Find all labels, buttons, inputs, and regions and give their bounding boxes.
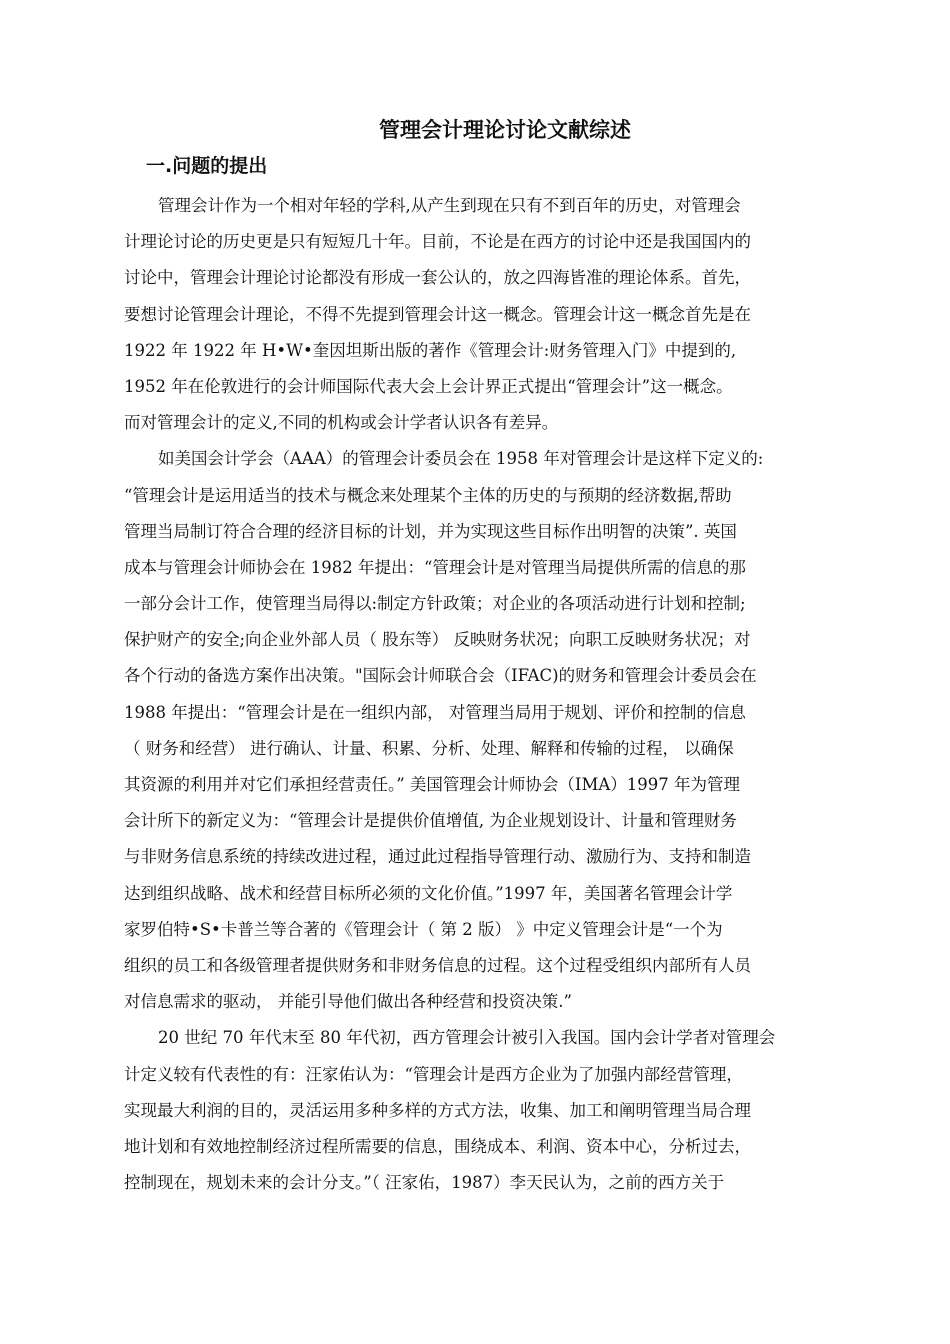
paragraph-1-line: 要想讨论管理会计理论，不得不先提到管理会计这一概念。管理会计这一概念首先是在	[124, 304, 751, 324]
paragraph-2-line: 家罗伯特•S•卡普兰等合著的《管理会计（ 第 2 版） 》中定义管理会计是“一个为	[124, 919, 723, 939]
document-title: 管理会计理论讨论文献综述	[379, 118, 631, 142]
paragraph-1-line: 讨论中，管理会计理论讨论都没有形成一套公认的，放之四海皆准的理论体系。首先，	[124, 268, 751, 288]
paragraph-2-line: （ 财务和经营） 进行确认、计量、积累、分析、处理、解释和传输的过程， 以确保	[124, 738, 734, 758]
paragraph-2-line: 如美国会计学会（AAA）的管理会计委员会在 1958 年对管理会计是这样下定义的:	[158, 449, 764, 469]
paragraph-2-line: 各个行动的备选方案作出决策。"国际会计师联合会（IFAC)的财务和管理会计委员会在	[124, 666, 757, 686]
paragraph-3-line: 计定义较有代表性的有：汪家佑认为：“管理会计是西方企业为了加强内部经营管理，	[124, 1064, 743, 1084]
paragraph-1-line: 管理会计作为一个相对年轻的学科,从产生到现在只有不到百年的历史，对管理会	[158, 196, 741, 215]
paragraph-2-line: 与非财务信息系统的持续改进过程，通过此过程指导管理行动、激励行为、支持和制造	[124, 847, 751, 867]
paragraph-2-line: “管理会计是运用适当的技术与概念来处理某个主体的历史的与预期的经济数据,帮助	[124, 485, 732, 505]
section-heading: 一.问题的提出	[146, 155, 268, 177]
paragraph-2-line: 其资源的利用并对它们承担经营责任。” 美国管理会计师协会（IMA）1997 年为管理	[124, 775, 740, 794]
paragraph-2-line: 一部分会计工作，使管理当局得以:制定方针政策；对企业的各项活动进行计划和控制;	[124, 594, 746, 614]
paragraph-3-line: 20 世纪 70 年代末至 80 年代初，西方管理会计被引入我国。国内会计学者对管理会	[158, 1028, 776, 1048]
paragraph-2-line: 管理当局制订符合合理的经济目标的计划，并为实现这些目标作出明智的决策”. 英国	[124, 521, 737, 541]
body-text	[124, 188, 854, 1201]
paragraph-2-line: 保护财产的安全;向企业外部人员（ 股东等） 反映财务状况；向职工反映财务状况；对	[124, 630, 751, 650]
paragraph-2-line: 达到组织战略、战术和经营目标所必须的文化价值。”1997 年，美国著名管理会计学	[124, 883, 733, 903]
paragraph-3-line: 地计划和有效地控制经济过程所需要的信息，围绕成本、利润、资本中心，分析过去，	[124, 1136, 751, 1156]
paragraph-2-line: 会计所下的新定义为：“管理会计是提供价值增值, 为企业规划设计、计量和管理财务	[124, 811, 737, 831]
paragraph-3-line: 实现最大利润的目的，灵活运用多种多样的方式方法，收集、加工和阐明管理当局合理	[124, 1100, 751, 1120]
paragraph-1-line: 1952 年在伦敦进行的会计师国际代表大会上会计界正式提出“管理会计”这一概念。	[124, 376, 733, 396]
paragraph-1-line: 而对管理会计的定义,不同的机构或会计学者认识各有差异。	[124, 413, 559, 433]
paragraph-2-line: 1988 年提出：“管理会计是在一组织内部， 对管理当局用于规划、评价和控制的信息	[124, 702, 746, 722]
paragraph-1-line: 1922 年 1922 年 H•W•奎因坦斯出版的著作《管理会计:财务管理入门》中提到的,	[124, 340, 737, 360]
paragraph-2-line: 组织的员工和各级管理者提供财务和非财务信息的过程。这个过程受组织内部所有人员	[124, 955, 751, 975]
paragraph-1-line: 计理论讨论的历史更是只有短短几十年。目前，不论是在西方的讨论中还是我国国内的	[124, 232, 751, 252]
paragraph-3-line: 控制现在，规划未来的会计分支。”（ 汪家佑，1987）李天民认为，之前的西方关于	[124, 1173, 725, 1193]
paragraph-2-line: 成本与管理会计师协会在 1982 年提出：“管理会计是对管理当局提供所需的信息的那	[124, 557, 746, 577]
paragraph-2-line: 对信息需求的驱动， 并能引导他们做出各种经营和投资决策.”	[124, 992, 572, 1012]
